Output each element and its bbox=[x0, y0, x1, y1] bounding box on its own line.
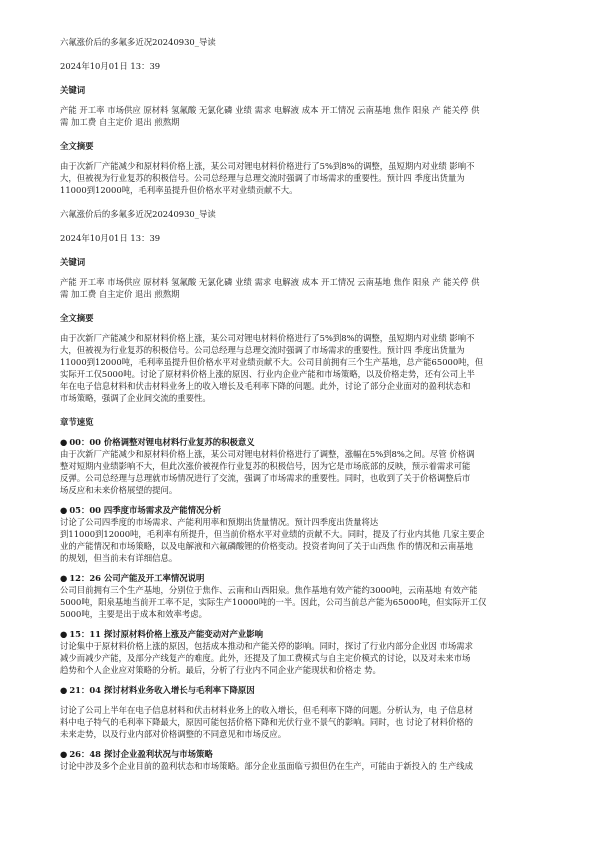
chapter-line: 场反应和未来价格展望的提问。 bbox=[60, 485, 178, 495]
summary-line: 由于次新厂产能减少和原材料价格上涨，某公司对锂电材料价格进行了5%到8%的调整，虽短期内对业绩 影响不 bbox=[60, 161, 475, 171]
doc-title-2: 六氟涨价后的多氟多近况20240930_导读 bbox=[60, 209, 216, 219]
summary-block-2 bbox=[60, 332, 537, 404]
chapter-title-text: 21：04 探讨材料业务收入增长与毛利率下降原因 bbox=[69, 685, 255, 695]
summary-heading-1: 全文摘要 bbox=[60, 141, 94, 151]
chapter-line: 反弹。公司总经理与总理就市场情况进行了交流，强调了市场需求的重要性。同时，也收到了关于价格调整后市 bbox=[60, 473, 471, 483]
summary-line: 年在电子信息材料和伏击材料业务上的收入增长及毛利率下降的问题。此外，讨论了部分企业面对的盈利状态和 bbox=[60, 381, 471, 391]
summary-line: 实际开工仅5000吨。讨论了原材料价格上涨的原因、行业内企业产能和市场策略，以及价格走势，还有公司上半 bbox=[60, 369, 475, 379]
doc-date-1: 2024年10月01日 13：39 bbox=[60, 61, 161, 71]
chapter-title-text: 05：00 四季度市场需求及产能情况分析 bbox=[69, 505, 222, 515]
chapter-title bbox=[60, 436, 537, 448]
chapter-line: 未来走势，以及行业内部对价格调整的不同意见和市场反应。 bbox=[60, 729, 287, 739]
keywords-line: 产能 开工率 市场供应 原材料 氢氟酸 无氯化磷 业绩 需求 电解液 成本 开工情况 云南基地 焦作 阳泉 产 能关停 供 bbox=[60, 105, 480, 115]
chapter-line: 公司目前拥有三个生产基地，分别位于焦作、云南和山西阳泉。焦作基地有效产能约3000吨，云南基地 有效产能 bbox=[60, 585, 478, 595]
chapter-item bbox=[60, 748, 537, 772]
chapter-line: 整对短期内业绩影响不大，但此次涨价被视作行业复苏的积极信号，因为它是市场底部的反映，预示着需求可能 bbox=[60, 461, 471, 471]
chapter-item bbox=[60, 684, 537, 740]
chapter-title-text: 00：00 价格调整对锂电材料行业复苏的积极意义 bbox=[69, 437, 255, 447]
bullet-icon: ● bbox=[60, 749, 68, 759]
chapter-title bbox=[60, 748, 537, 760]
keywords-line: 需 加工费 自主定价 退出 煎熬期 bbox=[60, 289, 180, 299]
chapter-title bbox=[60, 684, 537, 696]
summary-line: 市场策略，强调了企业间交流的重要性。 bbox=[60, 393, 211, 403]
summary-heading-2: 全文摘要 bbox=[60, 313, 94, 323]
bullet-icon: ● bbox=[60, 629, 68, 639]
keywords-line: 产能 开工率 市场供应 原材料 氢氟酸 无氯化磷 业绩 需求 电解液 成本 开工情况 云南基地 焦作 阳泉 产 能关停 供 bbox=[60, 277, 480, 287]
chapter-line: 讨论集中于原材料价格上涨的原因，包括成本推动和产能关停的影响。同时，探讨了行业内部分企业因 市场需求 bbox=[60, 641, 474, 651]
chapter-line: 讨论中涉及多个企业目前的盈利状态和市场策略。部分企业虽面临亏损但仍在生产，可能由于新投入的 生产线成 bbox=[60, 761, 474, 771]
chapter-line: 讨论了公司上半年在电子信息材料和伏击材料业务上的收入增长，但毛利率下降的问题。分析认为，电 子信息材 bbox=[60, 705, 474, 715]
summary-line: 11000到12000吨，毛利率虽提升但价格水平对业绩贡献不大。 bbox=[60, 185, 298, 195]
chapter-line: 由于次新厂产能减少和原材料价格上涨，某公司对锂电材料价格进行了调整，涨幅在5%到8%之间。尽管 价格调 bbox=[60, 449, 475, 459]
summary-line: 大，但被视为行业复苏的积极信号。公司总经理与总理交流时强调了市场需求的重要性。预计四 季度出货量为 bbox=[60, 173, 465, 183]
doc-date-2: 2024年10月01日 13：39 bbox=[60, 233, 161, 243]
chapter-line: 5000吨，主要是出于成本和效率考虑。 bbox=[60, 609, 207, 619]
chapter-item bbox=[60, 504, 537, 564]
chapter-item bbox=[60, 436, 537, 496]
keywords-block-2 bbox=[60, 276, 537, 300]
chapter-title-text: 15：11 探讨原材料价格上涨及产能变动对产业影响 bbox=[69, 629, 264, 639]
chapter-title bbox=[60, 572, 537, 584]
bullet-icon: ● bbox=[60, 437, 68, 447]
summary-block-1 bbox=[60, 160, 537, 196]
bullet-icon: ● bbox=[60, 505, 68, 515]
chapter-item bbox=[60, 628, 537, 676]
chapter-title-text: 26：48 探讨企业盈利状况与市场策略 bbox=[69, 749, 213, 759]
keywords-block-1 bbox=[60, 104, 537, 128]
chapter-title bbox=[60, 628, 537, 640]
chapter-line: 料中电子特气的毛利率下降最大，原因可能包括价格下降和光伏行业不景气的影响。同时，也 讨论了材料价格的 bbox=[60, 717, 474, 727]
chapter-line: 减少而减少产能，及部分产线复产的难度。此外，还提及了加工费模式与自主定价模式的讨论，以及对未来市场 bbox=[60, 653, 471, 663]
chapter-line: 趋势和个人企业应对策略的分析。最后，分析了行业内不同企业产能现状和价格走 势。 bbox=[60, 665, 381, 675]
chapter-item bbox=[60, 572, 537, 620]
chapter-line: 5000吨，阳泉基地当前开工率不足，实际生产10000吨的一半。因此，公司当前总产能为65000吨，但实际开工仅 bbox=[60, 597, 487, 607]
summary-line: 11000到12000吨，毛利率虽提升但价格水平对业绩贡献不大。公司目前拥有三个生产基地，总产能65000吨，但 bbox=[60, 357, 484, 367]
summary-line: 大，但被视为行业复苏的积极信号。公司总经理与总理交流时强调了市场需求的重要性。预计四 季度出货量为 bbox=[60, 345, 465, 355]
chapter-title-text: 12：26 公司产能及开工率情况说明 bbox=[69, 573, 205, 583]
chapter-line: 讨论了公司四季度的市场需求、产能利用率和预期出货量情况。预计四季度出货量将达 bbox=[60, 517, 379, 527]
keywords-heading-1: 关键词 bbox=[60, 85, 86, 95]
chapter-line: 到11000到12000吨，毛利率有所提升，但当前价格水平对业绩的贡献不大。同时，提及了行业内其他 几家主要企 bbox=[60, 529, 485, 539]
chapters-heading: 章节速览 bbox=[60, 417, 94, 427]
bullet-icon: ● bbox=[60, 573, 68, 583]
summary-line: 由于次新厂产能减少和原材料价格上涨，某公司对锂电材料价格进行了5%到8%的调整，虽短期内对业绩 影响不 bbox=[60, 333, 475, 343]
doc-title-1: 六氟涨价后的多氟多近况20240930_导读 bbox=[60, 37, 216, 47]
chapter-title bbox=[60, 504, 537, 516]
keywords-line: 需 加工费 自主定价 退出 煎熬期 bbox=[60, 117, 180, 127]
chapter-line: 业的产能情况和市场策略，以及电解液和六氟磷酸锂的价格变动。投资者询问了关于山西焦 作的情况和云南基地 bbox=[60, 541, 474, 551]
bullet-icon: ● bbox=[60, 685, 68, 695]
chapter-line: 的规划，但当前未有详细信息。 bbox=[60, 553, 178, 563]
keywords-heading-2: 关键词 bbox=[60, 257, 86, 267]
